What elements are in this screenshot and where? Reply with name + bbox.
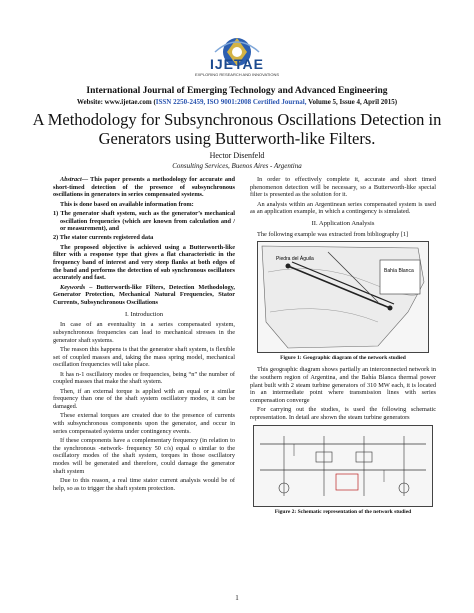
abstract-info-intro: This is done based on available information from: [60,200,194,208]
right-paragraph-4: For carrying out the studies, is used the following schematic representation. In detail are shown the steam turbine generators [250,406,436,421]
abstract [53,176,235,199]
intro-paragraph-6: If these components have a complementary frequency (in relation to the synchronous -network- frequency 50 c/s) equal o similar to the oscillatory modes of the shaft system, torques in those oscillatory modes will be generated and therefore, could damage the generator shaft system [53,436,235,475]
map-label-1: Bahía Blanca [384,268,414,275]
abstract-objective: The proposed objective is achieved using a Butterworth-like filter with a response type that gives a flat characteristic in the frequency band of interest and very steep flanks at both edges of the band and performs the detection of sub synchronous oscillators accurately and fast. [53,243,235,282]
journal-website [0,98,474,106]
left-column [53,176,235,494]
map-drawing [258,242,428,352]
section2-intro: The following example was extracted from bibliography [1] [257,230,409,238]
author-affiliation: Consulting Services, Buenos Aires - Argentina [172,162,302,170]
logo-text: IJETAE [210,56,264,72]
right-column [250,176,436,519]
abstract-text: — This paper presents a methodology for accurate and short-timed detection of the presence of subsynchronous oscillations in generators in series compensated systems. [53,176,235,199]
intro-paragraph-3: It has n-1 oscillatory modes or frequencies, being “n” the number of coupled masses that make the shaft system. [53,370,235,386]
website-prefix: Website: www.ijetae.com ( [76,98,156,106]
intro-paragraph-2: The reason this happens is that the generator shaft system, is flexible set of coupled masses and, taking the mass spring model, mechanical oscillation frequencies will take place. [53,346,235,369]
abstract-item-2: 2) The stator currents registered data [53,234,154,242]
figure-1-map [257,241,429,353]
right-paragraph-2: An analysis within an Argentinean series compensated system is used as an application example, in which a contingency is simulated. [250,200,436,216]
page-number: 1 [235,594,239,602]
section2-heading: II. Application Analysis [311,220,375,228]
intro-heading: I. Introduction [124,310,164,318]
paper-title: A Methodology for Subsynchronous Oscillations Detection in Generators using Butterworth-like Filters. [32,110,442,148]
map-label-2: Piedra del Águila [276,256,314,263]
intro-paragraph-1: In case of an eventuality in a series compensated system, subsynchronous frequencies can lead to mechanical stresses in the generator shaft systems. [53,321,235,344]
intro-paragraph-5: These external torques are created due to the presence of currents with subsynchronous components upon the generator, and occur in series compensated systems under contingency events. [53,412,235,435]
figure-2-caption: Figure 2: Schematic representation of the network studied [274,508,412,515]
website-issn: ISSN 2250-2459, ISO 9001:2008 Certified Journal, [155,98,307,106]
keywords [53,284,235,307]
intro-paragraph-4: Then, if an external torque is applied with an equal or a similar frequency than one of the shaft system oscillatory modes, it can be damaged. [53,387,235,410]
keywords-text: – Butterworth-like Filters, Detection Methodology, Generator Protection, Mechanical Natural Frequencies, Stator Currents, Subsynchronous Oscillations [53,283,235,307]
schematic-drawing [254,426,432,506]
right-paragraph-1: In order to effectively complete it, accurate and short timed phenomenon detection will be necessary, so a Butterworth-like special filter is presented as the solution for it. [250,176,436,199]
figure-2-schematic [253,425,433,507]
author-name: Hector Disenfeld [209,151,265,160]
right-paragraph-3: This geographic diagram shows partially an interconnected network in the southern region of Argentina, and the Bahía Blanca thermal power plant built with 2 steam turbine generators of 310 MW each, it is located in an intermediate point where transmission lines with series compensation converge [250,366,436,404]
website-suffix: Volume 5, Issue 4, April 2015) [306,98,398,106]
keywords-label: Keywords [60,283,86,291]
journal-name: International Journal of Emerging Technology and Advanced Engineering [86,86,388,96]
abstract-label: Abstract [60,176,82,183]
intro-paragraph-7: Due to this reason, a real time stator current analysis would be of help, so as to trigger the shaft system protection. [53,476,235,492]
logo-subtext: EXPLORING RESEARCH AND INNOVATIONS [194,72,280,77]
figure-1-caption: Figure 1: Geographic diagram of the network studied [280,355,406,362]
abstract-item-1: 1) The generator shaft system, such as the generator’s mechanical oscillation frequencies (which are known from calculation and / or measurement), and [53,209,235,233]
